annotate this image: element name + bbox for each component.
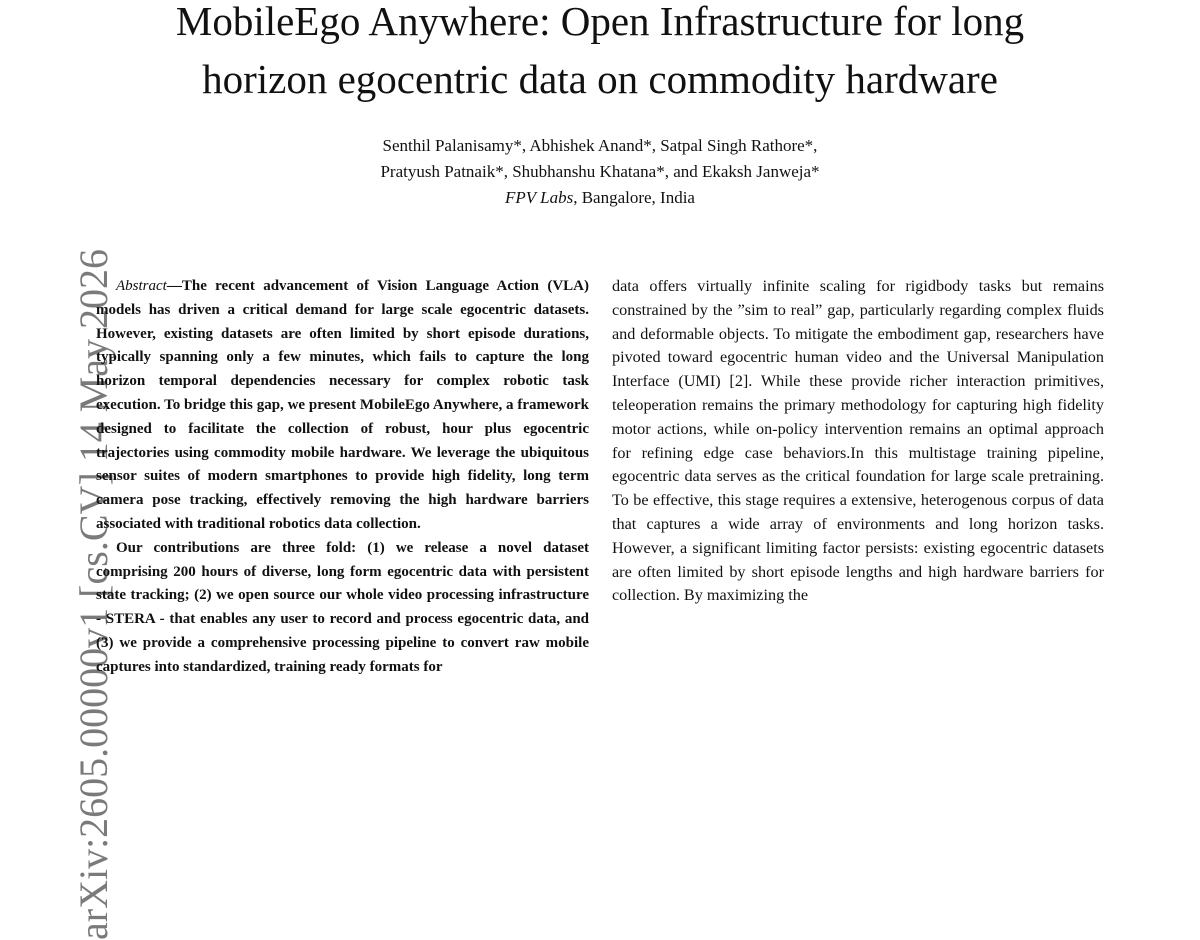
affiliation-org: FPV Labs [505, 188, 574, 207]
title-line-1: MobileEgo Anywhere: Open Infrastructure for long [175, 0, 1025, 44]
affiliation [150, 185, 1050, 211]
authors-line-2: Pratyush Patnaik*, Shubhanshu Khatana*, and Ekaksh Janweja* [380, 162, 820, 181]
introduction-paragraph: data offers virtually infinite scaling for rigidbody tasks but remains constrained by the ”sim to real” gap, particularly regarding complex fluids and deformable objects. To mitigate the embodiment gap, researchers have pivoted toward egocentric human video and the Universal Manipulation Interface (UMI) [2]. While these provide richer interaction primitives, teleoperation remains the primary methodology for capturing high fidelity motor actions, while on-policy intervention remains an optimal approach for refining edge case behaviors.In this multistage training pipeline, egocentric data serves as the critical foundation for large scale pretraining. To be effective, this stage requires a extensive, heterogenous corpus of data that captures a wide array of environments and long horizon tasks. However, a significant limiting factor persists: existing egocentric datasets are often limited by short episode lengths and high hardware barriers for collection. By maximizing the [612, 277, 1104, 605]
paper-title [40, 0, 1160, 108]
abstract-paragraph [96, 275, 589, 537]
contributions-paragraph: Our contributions are three fold: (1) we release a novel dataset comprising 200 hours of diverse, long form egocentric data with persistent state tracking; (2) we open source our whole video processing infrastructure - STERA - that enables any user to record and process egocentric data, and (3) we provide a comprehensive processing pipeline to convert raw mobile captures into standardized, training ready formats for [96, 539, 589, 675]
abstract-label: Abstract [116, 278, 167, 294]
authors-line-1: Senthil Palanisamy*, Abhishek Anand*, Satpal Singh Rathore*, [382, 136, 818, 155]
left-column [96, 275, 589, 680]
author-block [150, 133, 1050, 211]
arxiv-identifier: arXiv:2605.00000v1 [cs.CV] 14 May 2026 [71, 248, 116, 940]
title-line-2: horizon egocentric data on commodity hardware [202, 56, 998, 102]
right-column [612, 275, 1104, 608]
abstract-text: —The recent advancement of Vision Language Action (VLA) models has driven a critical demand for large scale egocentric datasets. However, existing datasets are often limited by short episode durations, typically spanning only a few minutes, which fails to capture the long horizon temporal dependencies necessary for complex robotic task execution. To bridge this gap, we present MobileEgo Anywhere, a framework designed to facilitate the collection of robust, hour plus egocentric trajectories using commodity mobile hardware. We leverage the ubiquitous sensor suites of modern smartphones to provide high fidelity, long term camera pose tracking, effectively removing the high hardware barriers associated with traditional robotics data collection. [96, 278, 589, 532]
affiliation-location: , Bangalore, India [573, 188, 695, 207]
arxiv-sidebar [22, 248, 116, 940]
